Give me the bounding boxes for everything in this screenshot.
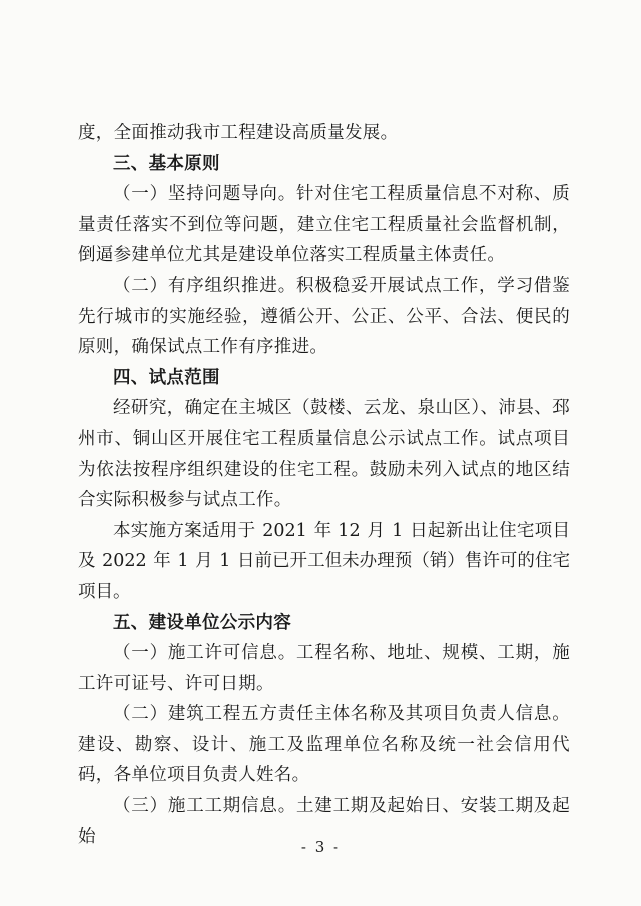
paragraph-principle-1: （一）坚持问题导向。针对住宅工程质量信息不对称、质量责任落实不到位等问题，建立住宅工程质量社会监督机制，倒逼参建单位尤其是建设单位落实工程质量主体责任。 <box>78 184 570 266</box>
section-heading-pilot-scope: 四、试点范围 <box>113 367 220 388</box>
paragraph-disclosure-1: （一）施工许可信息。工程名称、地址、规模、工期，施工许可证号、许可日期。 <box>78 643 570 694</box>
paragraph-disclosure-2: （二）建筑工程五方责任主体名称及其项目负责人信息。建设、勘察、设计、施工及监理单位名称及统一社会信用代码，各单位项目负责人姓名。 <box>78 704 570 786</box>
paragraph-pilot-scope: 经研究，确定在主城区（鼓楼、云龙、泉山区）、沛县、邳州市、铜山区开展住宅工程质量信息公示试点工作。试点项目为依法按程序组织建设的住宅工程。鼓励未列入试点的地区结合实际积极参与试点工作。 <box>78 398 570 511</box>
section-heading-disclosure-content: 五、建设单位公示内容 <box>113 612 291 633</box>
paragraph-principle-2: （二）有序组织推进。积极稳妥开展试点工作，学习借鉴先行城市的实施经验，遵循公开、公正、公平、合法、便民的原则，确保试点工作有序推进。 <box>78 275 570 358</box>
page-number: - 3 - <box>300 838 341 856</box>
section-heading-basic-principles: 三、基本原则 <box>113 153 220 174</box>
paragraph-disclosure-3: （三）施工工期信息。土建工期及起始日、安装工期及起始 <box>78 796 570 847</box>
paragraph-continuation: 度，全面推动我市工程建设高质量发展。 <box>78 123 399 143</box>
document-body <box>78 118 570 852</box>
paragraph-applicability: 本实施方案适用于 2021 年 12 月 1 日起新出让住宅项目及 2022 年 1 月 1 日前已开工但未办理预（销）售许可的住宅项目。 <box>78 520 570 602</box>
